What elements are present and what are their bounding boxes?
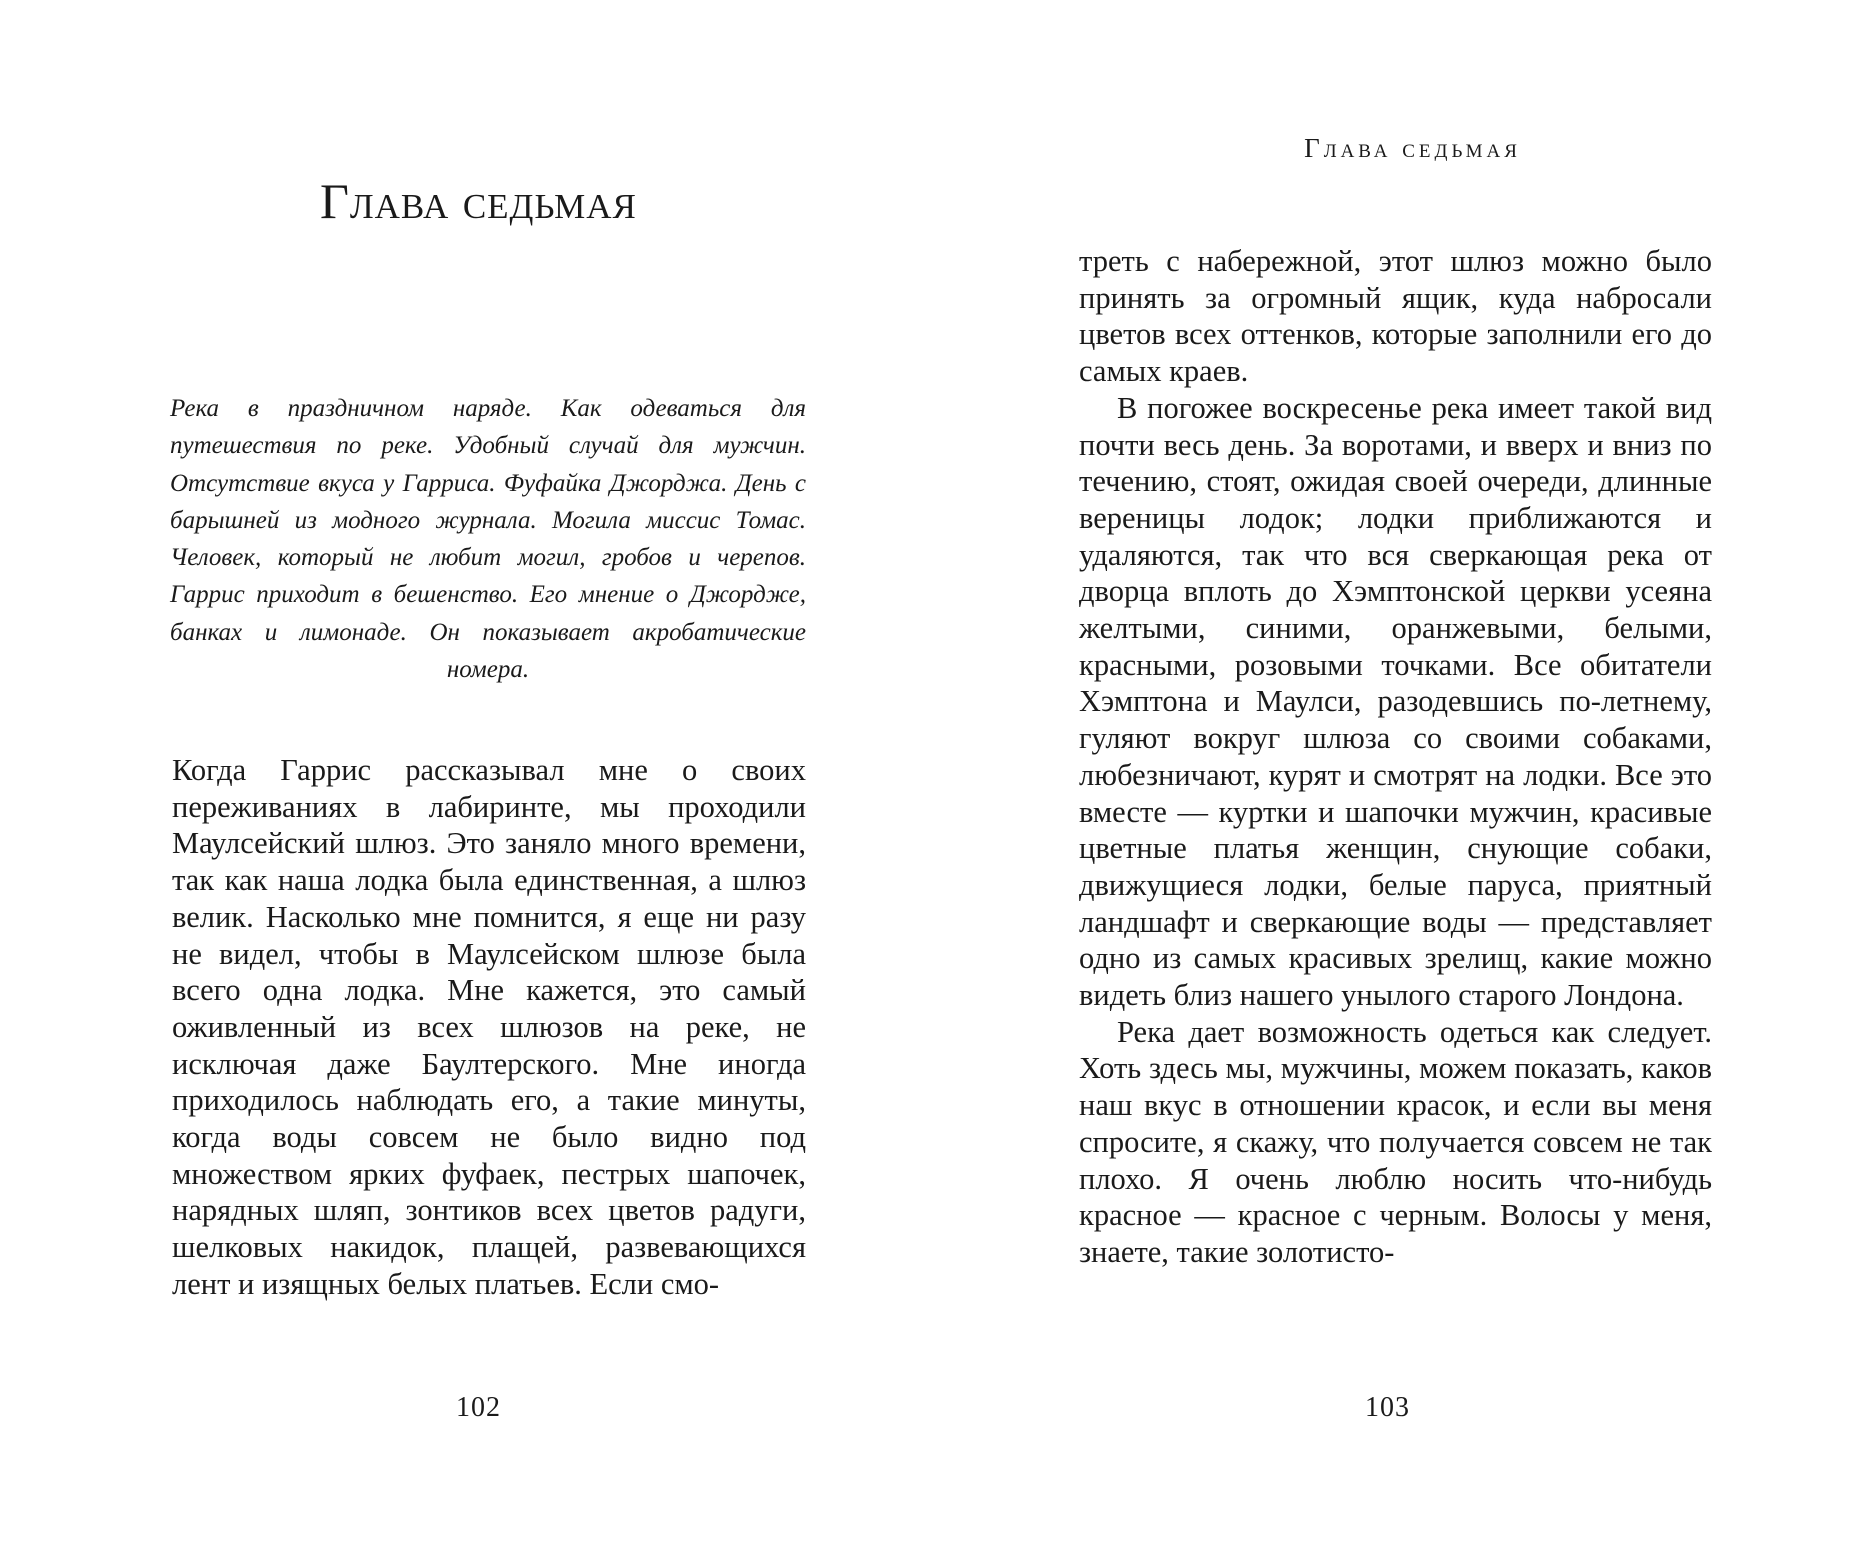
chapter-summary: Река в праздничном наряде. Как одеваться для путешествия по реке. Удобный случай для мужчин. Отсутствие вкуса у Гарриса. Фуфайка Джорджа. День с барышней из модного журнала. Могила миссис Томас. Человек, который не любит могил, гробов и черепов. Гаррис приходит в бешенство. Его мнение о Джордже, банках и лимонаде. Он показывает акробатические номера. xyxy=(170,395,806,684)
paragraph: В погожее воскресенье река имеет такой вид почти весь день. За воротами, и вверх и вниз по течению, стоят, ожидая своей очереди, длинные вереницы лодок; лодки приближаются и удаляются, так что вся сверкающая река от дворца вплоть до Хэмптонской церкви усеяна желтыми, синими, оранжевыми, белыми, красными, розовыми точками. Все обитатели Хэмптона и Маулси, разодевшись по-летнему, гуляют вокруг шлюза со своими собаками, любезничают, курят и смотрят на лодки. Все это вместе — куртки и шапочки мужчин, красивые цветные платья женщин, снующие собаки, движущиеся лодки, белые паруса, приятный ландшафт и сверкающие воды — представляет одно из самых красивых зрелищ, какие можно видеть близ нашего унылого старого Лондона. xyxy=(1079,390,1712,1013)
page-number-right: 103 xyxy=(1365,1392,1410,1423)
paragraph: треть с набережной, этот шлюз можно было принять за огромный ящик, куда набросали цветов всех оттенков, которые заполнили его до самых краев. xyxy=(1079,244,1712,389)
paragraph: Река дает возможность одеться как следует. Хоть здесь мы, мужчины, можем показать, каков наш вкус в отношении красок, и если вы меня спросите, я скажу, что получается совсем не так плохо. Я очень люблю носить что-нибудь красное — красное с черным. Волосы у меня, знаете, такие золотисто- xyxy=(1079,1014,1712,1269)
body-text-right xyxy=(1079,243,1712,1271)
page-number-left: 102 xyxy=(456,1392,501,1423)
chapter-title: Глава седьмая xyxy=(320,173,637,229)
running-head: Глава седьмая xyxy=(1304,133,1521,163)
paragraph: Когда Гаррис рассказывал мне о своих переживаниях в лабиринте, мы проходили Маулсейский шлюз. Это заняло много времени, так как наша лодка была единственная, а шлюз велик. Насколько мне помнится, я еще ни разу не видел, чтобы в Маулсейском шлюзе была всего одна лодка. Мне кажется, это самый оживленный из всех шлюзов на реке, не исключая даже Баултерского. Мне иногда приходилось наблюдать его, а такие минуты, когда воды совсем не было видно под множеством ярких фуфаек, пестрых шапочек, нарядных шляп, зонтиков всех цветов радуги, шелковых накидок, плащей, развевающихся лент и изящных белых платьев. Если смо- xyxy=(172,753,806,1301)
body-text-left xyxy=(172,752,806,1303)
right-page xyxy=(935,0,1870,1554)
